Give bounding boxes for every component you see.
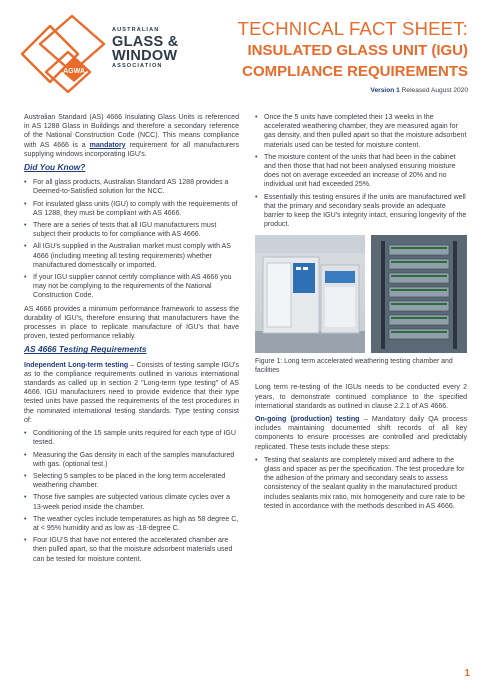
- long-term-paragraph: Independent Long-term testing – Consists of testing sample IGU's as to the compliance requirements outlined in various international standards as called up in section 2 "Long-term type testing" of AS 4666. IGU manufacturers need to provide evidence that their type tested units have passed the requirements of the test procedures in the nominated international testing standards. Type testing consist of:: [24, 361, 239, 424]
- page-number: 1: [464, 668, 470, 679]
- logo-line-australian: AUSTRALIAN: [112, 27, 160, 33]
- did-you-know-list: [24, 178, 239, 300]
- framework-paragraph: AS 4666 provides a minimum performance framework to assess the durability of IGU's, therefore ensuring that manufacturers have the processes in place to replicate manufacture of IGU's that have proven, tested performance reliably.: [24, 305, 239, 341]
- list-item: • For insulated glass units (IGU) to comply with the requirements of AS 1288, they must be compliant with AS 4666.: [24, 200, 239, 218]
- retesting-paragraph: Long term re-testing of the IGUs needs to be conducted every 2 years, to demonstrate continued compliance to the specified international standards as outlined in clause 2.2.1 of AS 4666.: [255, 384, 467, 410]
- intro-paragraph: Australian Standard (AS) 4666 Insulating Glass Units is referenced in AS 1288 Glass in Buildings and therefore a secondary reference of the National Construction Code (NCC). This means compliance with AS 4666 is a mandatory requirement for all manufacturers supplying windows incorporating IGU's.: [24, 114, 239, 158]
- figure-photos: [255, 235, 467, 353]
- document-header: [208, 19, 468, 81]
- list-item: • Selecting 5 samples to be placed in the long term accelerated weathering chamber.: [24, 472, 239, 490]
- list-item: • Four IGU'S that have not entered the accelerated chamber are then pulled apart, so that the moisture adsorbent materials used can be tested for moisture content.: [24, 536, 239, 564]
- list-item: • The moisture content of the units that had been in the cabinet and then those that had not been analysed ensuring moisture does not on average exceeded an increase of 20% and no individual unit had exceeded 25%.: [255, 153, 467, 190]
- mandatory-emphasis: mandatory: [89, 141, 126, 149]
- list-item: • Once the 5 units have completed their 13 weeks in the accelerated weathering chamber, they are measured again for gas density, and then pulled apart so that the moisture adsorbent materials used can be tested for moisture content.: [255, 113, 467, 150]
- list-item: • For all glass products, Australian Standard AS 1288 provides a Deemed-to-Satisfied solution for the NCC.: [24, 178, 239, 196]
- list-item: • The weather cycles include temperatures as high as 58 degree C, at < 95% humidity and as low as -18-degree C.: [24, 515, 239, 533]
- list-item: • Measuring the Gas density in each of the samples manufactured with gas. (optional test.): [24, 451, 239, 469]
- sample-rack-photo: [371, 235, 467, 353]
- version-date: Released August 2020: [401, 87, 468, 94]
- version-line: [370, 87, 468, 94]
- left-column: [24, 113, 239, 568]
- list-item: • There are a series of tests that all IGU manufacturers must subject their products to for compliance with AS 4666.: [24, 221, 239, 239]
- ongoing-list: [255, 456, 467, 511]
- weathering-list: [255, 113, 467, 229]
- list-item: • If your IGU supplier cannot certify compliance with AS 4666 you may not be complying to the requirements of the National Construction Code.: [24, 273, 239, 301]
- weathering-chamber-photo: [255, 235, 365, 353]
- logo-wordmark: [112, 28, 222, 69]
- page-subtitle-1: INSULATED GLASS UNIT (IGU): [247, 42, 468, 59]
- logo-line-glass: GLASS &: [112, 33, 179, 50]
- logo-line-window: WINDOW: [112, 48, 178, 65]
- ongoing-lead: On-going (production) testing: [255, 416, 360, 424]
- version-label: Version 1: [370, 87, 400, 94]
- right-column: [255, 113, 467, 515]
- list-item: • All IGU's supplied in the Australian market must comply with AS 4666 (including meeting all testing requirements) whether manufactured domestically or imported.: [24, 242, 239, 270]
- logo-line-association: ASSOCIATION: [112, 62, 163, 69]
- ongoing-paragraph: On-going (production) testing – Mandatory daily QA process includes maintaining documented shift records of all key components to ensure processes are controlled and predictably replicated. These tests include these steps:: [255, 416, 467, 451]
- list-item: • Testing that sealants are completely mixed and adhere to the glass and spacer as per the specification. The test procedure for the adhesion of the primary and secondary seals to assess consistency of the sealant quality in the manufactured product includes sealants mix ratio, mix homogeneity and cure rate to be tested in accordance with the methods described in AS 4666.: [255, 456, 467, 511]
- agwa-logo: [16, 10, 111, 98]
- long-term-lead: Independent Long-term testing: [24, 361, 129, 369]
- page-title: TECHNICAL FACT SHEET:: [237, 18, 468, 39]
- list-item: • Essentially this testing ensures if the units are manufactured well that the primary and secondary seals provide an adequate barrier to keep the IGU's integrity intact, ensuring longevity of the product.: [255, 193, 467, 230]
- page-subtitle-2: COMPLIANCE REQUIREMENTS: [242, 63, 468, 80]
- logo-badge-text: AGWA: [63, 68, 85, 75]
- did-you-know-heading: Did You Know?: [24, 162, 86, 173]
- list-item: • Conditioning of the 15 sample units required for each type of IGU tested.: [24, 429, 239, 447]
- testing-requirements-heading: AS 4666 Testing Requirements: [24, 344, 147, 355]
- figure-caption: Figure 1: Long term accelerated weathering testing chamber and facilities: [255, 358, 453, 375]
- type-testing-list: [24, 429, 239, 564]
- list-item: • Those five samples are subjected various climate cycles over a 13-week period inside the chamber.: [24, 493, 239, 511]
